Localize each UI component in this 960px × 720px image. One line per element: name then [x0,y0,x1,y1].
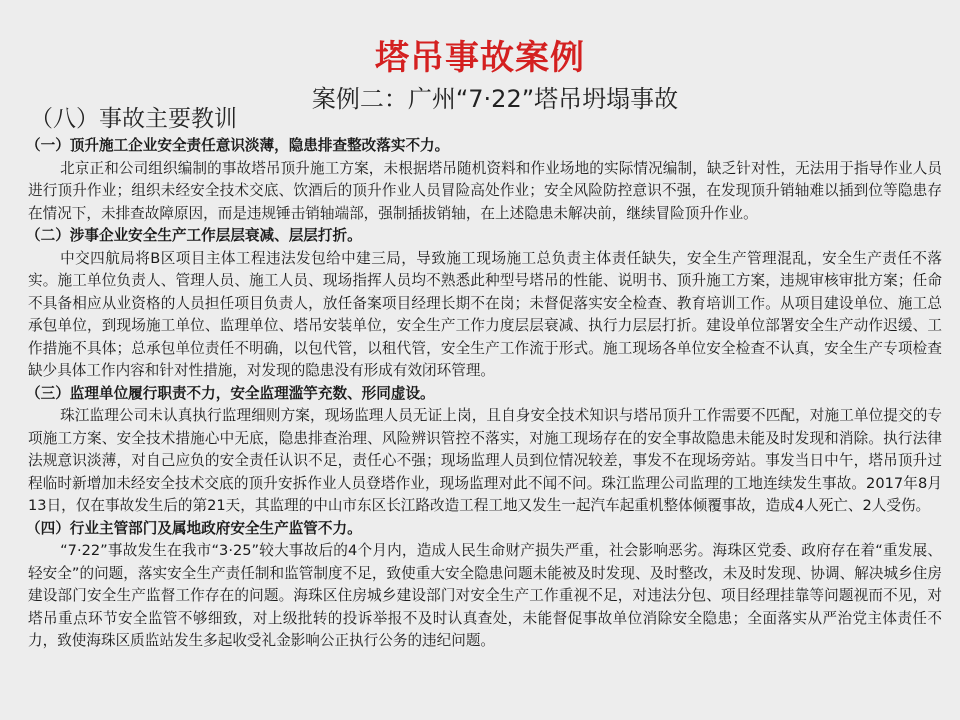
lesson-2-body: 中交四航局将B区项目主体工程违法发包给中建三局，导致施工现场施工总负责主体责任缺失，安全生产管理混乱，安全生产责任不落实。施工单位负责人、管理人员、施工人员、现场指挥人员均不熟悉此种型号塔吊的性能、说明书、顶升施工方案，违规审核审批方案；任命不具备相应从业资格的人员担任项目负责人，放任备案项目经理长期不在岗；未督促落实安全检查、教育培训工作。从项目建设单位、施工总承包单位，到现场施工单位、监理单位、塔吊安装单位，安全生产工作力度层层衰减、执行力层层打折。建设单位部署安全生产动作迟缓、工作措施不具体；总承包单位责任不明确，以包代管，以租代管，安全生产工作流于形式。施工现场各单位安全检查不认真，安全生产专项检查缺少具体工作内容和针对性措施，对发现的隐患没有形成有效闭环管理。 [28,249,942,379]
lesson-1-title: （一）顶升施工企业安全责任意识淡薄，隐患排查整改落实不力。 [26,137,450,154]
lessons-content [26,135,942,653]
slide-subtitle: 案例二：广州“7·22”塔吊坍塌事故 [311,85,679,113]
lesson-1-body: 北京正和公司组织编制的事故塔吊顶升施工方案，未根据塔吊随机资料和作业场地的实际情况编制，缺乏针对性，无法用于指导作业人员进行顶升作业；组织未经安全技术交底、饮酒后的顶升作业人员冒险高处作业；安全风险防控意识不强，在发现顶升销轴难以插到位等隐患存在情况下，未排查故障原因，而是违规锤击销轴端部，强制插拔销轴，在上述隐患未解决前，继续冒险顶升作业。 [28,159,942,222]
lesson-4-body: “7·22”事故发生在我市“3·25”较大事故后的4个月内，造成人民生命财产损失严重，社会影响恶劣。海珠区党委、政府存在着“重发展、轻安全”的问题，落实安全生产责任制和监管制度不足，致使重大安全隐患问题未能被及时发现、及时整改，未及时发现、协调、解决城乡住房建设部门安全生产监督工作存在的问题。海珠区住房城乡建设部门对安全生产工作重视不足，对违法分包、项目经理挂靠等问题视而不见，对塔吊重点环节安全监管不够细致，对上级批转的投诉举报不及时认真查处，未能督促事故单位消除安全隐患；全面落实从严治党主体责任不力，致使海珠区质监站发生多起收受礼金影响公正执行公务的违纪问题。 [28,542,942,649]
section-heading: （八）事故主要教训 [30,106,237,132]
lesson-4-title: （四）行业主管部门及属地政府安全生产监管不力。 [26,519,362,537]
slide-title: 塔吊事故案例 [375,38,585,78]
lesson-3-title: （三）监理单位履行职责不力，安全监理滥竽充数、形同虚设。 [26,384,435,402]
lesson-2-title: （二）涉事企业安全生产工作层层衰减、层层打折。 [26,227,362,244]
lesson-3-body: 珠江监理公司未认真执行监理细则方案，现场监理人员无证上岗，且自身安全技术知识与塔吊顶升工作需要不匹配，对施工单位提交的专项施工方案、安全技术措施心中无底，隐患排查治理、风险辨识管控不落实，对施工现场存在的安全事故隐患未能及时发现和消除。执行法律法规意识淡薄，对自己应负的安全责任认识不足，责任心不强；现场监理人员到位情况较差，事发不在现场旁站。事发当日中午，塔吊顶升过程临时新增加未经安全技术交底的顶升安拆作业人员登塔作业，现场监理对此不闻不问。珠江监理公司监理的工地连续发生事故。2017年8月13日，仅在事故发生后的第21天，其监理的中山市东区长江路改造工程工地又发生一起汽车起重机整体倾覆事故，造成4人死亡、2人受伤。 [28,407,942,514]
